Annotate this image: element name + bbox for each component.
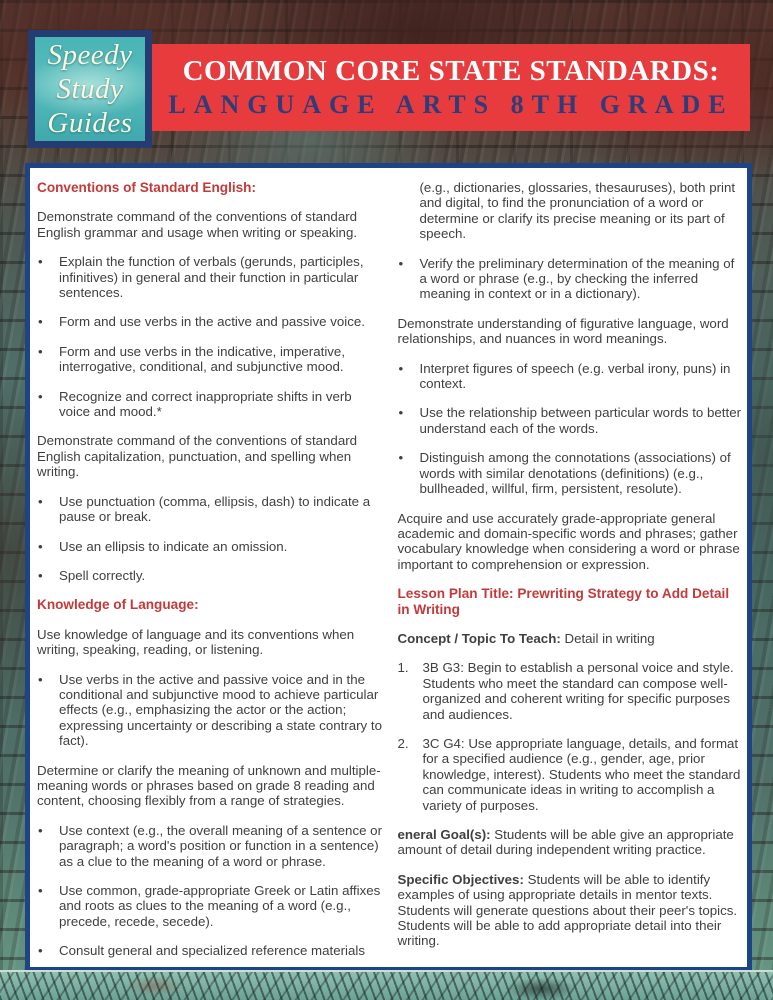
general-goals-value: Students will be able give an appropriate amount of detail during independent writing practice. [397,827,734,858]
numbered-list [398,660,744,813]
bullet-list [37,672,383,749]
bullet-item: • Use an ellipsis to indicate an omission. [37,539,383,554]
bullet-item: • Use verbs in the active and passive voice and in the conditional and subjunctive mood to achieve particular effects (e.g., emphasizing the actor or the action; expressing uncertainty or describing a state contrary to fact). [37,672,383,749]
banner-subtitle: LANGUAGE ARTS 8TH GRADE [168,90,734,119]
graffiti-border-band [0,970,773,1000]
logo-line-3: Guides [47,107,133,139]
bullet-item: • Recognize and correct inappropriate shifts in verb voice and mood.* [37,389,383,420]
bullet-list [398,361,744,497]
logo-line-2: Study [56,73,124,105]
section-heading-conventions: Conventions of Standard English: [37,180,257,195]
continuation-paragraph: (e.g., dictionaries, glossaries, thesauruses), both print and digital, to find the pronunciation of a word or determine or clarify its precise meaning or its part of speech. [419,180,736,242]
speedy-study-guides-logo [28,30,152,148]
bullet-item: • Form and use verbs in the indicative, imperative, interrogative, conditional, and subjunctive mood. [37,344,383,375]
bullet-list [398,256,744,302]
bullet-item: • Use context (e.g., the overall meaning of a sentence or paragraph; a word's position or function in a sentence) as a clue to the meaning of a word or phrase. [37,823,383,869]
bullet-item: • Consult general and specialized reference materials [37,943,383,958]
specific-objectives-label: Specific Objectives: [397,871,524,887]
specific-objectives-paragraph [398,872,744,949]
bullet-item: • Interpret figures of speech (e.g. verbal irony, puns) in context. [398,361,744,392]
bullet-list [37,494,383,584]
bullet-list [37,254,383,419]
bullet-item: • Distinguish among the connotations (associations) of words with similar denotations (definitions) (e.g., bullheaded, willful, firm, persistent, resolute). [398,450,744,496]
specific-objectives-value: Students will be able to identify examples of using appropriate details in mentor texts. Students will generate questions about their peer's topics. Students will be able to add appropriate detail into their writing. [397,871,738,949]
section-heading-lesson-plan: Lesson Plan Title: Prewriting Strategy to Add Detail in Writing [397,586,730,617]
title-banner [152,44,750,131]
bullet-item: • Use common, grade-appropriate Greek or Latin affixes and roots as clues to the meaning of a word (e.g., precede, recede, secede). [37,883,383,929]
bullet-item: • Verify the preliminary determination of the meaning of a word or phrase (e.g., by checking the inferred meaning in context or in a dictionary). [398,256,744,302]
paragraph: Demonstrate understanding of figurative language, word relationships, and nuances in word meanings. [397,315,729,347]
numbered-item: 3B G3: Begin to establish a personal voice and style. Students who meet the standard can compose well-organized and coherent writing for specific purposes and audiences. [422,660,734,722]
concept-topic-value: Detail in writing [560,630,655,646]
general-goals-paragraph [398,827,744,858]
general-goals-label: eneral Goal(s): [397,827,491,842]
paragraph: Determine or clarify the meaning of unknown and multiple-meaning words or phrases based on grade 8 reading and content, choosing flexibly from a range of strategies. [37,762,381,809]
bullet-item: • Use the relationship between particular words to better understand each of the words. [398,405,744,436]
bullet-list [37,823,383,959]
banner-title: COMMON CORE STATE STANDARDS: [182,55,720,87]
paragraph: Demonstrate command of the conventions of standard English grammar and usage when writing or speaking. [37,209,358,240]
bullet-item: • Use punctuation (comma, ellipsis, dash) to indicate a pause or break. [37,494,383,525]
bullet-item: • Explain the function of verbals (gerunds, participles, infinitives) in general and their function in particular sentences. [37,254,383,300]
concept-topic-label: Concept / Topic To Teach: [397,630,561,646]
section-heading-knowledge: Knowledge of Language: [37,597,199,613]
paragraph: Use knowledge of language and its conventions when writing, speaking, reading, or listening. [37,626,355,658]
bullet-item: • Spell correctly. [37,568,383,583]
paragraph: Demonstrate command of the conventions of standard English capitalization, punctuation, and spelling when writing. [37,433,358,480]
logo-line-1: Speedy [47,39,133,71]
paragraph: Acquire and use accurately grade-appropriate general academic and domain-specific words and phrases; gather vocabulary knowledge when considering a word or phrase important to comprehension or expression. [397,510,740,572]
left-column [37,180,383,967]
bullet-item: • Form and use verbs in the active and passive voice. [37,314,383,329]
content-panel [25,163,752,972]
concept-topic-paragraph [398,631,744,646]
numbered-item: 3C G4: Use appropriate language, details, and format for a specified audience (e.g., gender, age, prior knowledge, interest). Students who meet the standard can communicate ideas in writing to accomplish a variety of purposes. [422,735,741,813]
right-column [398,180,744,967]
